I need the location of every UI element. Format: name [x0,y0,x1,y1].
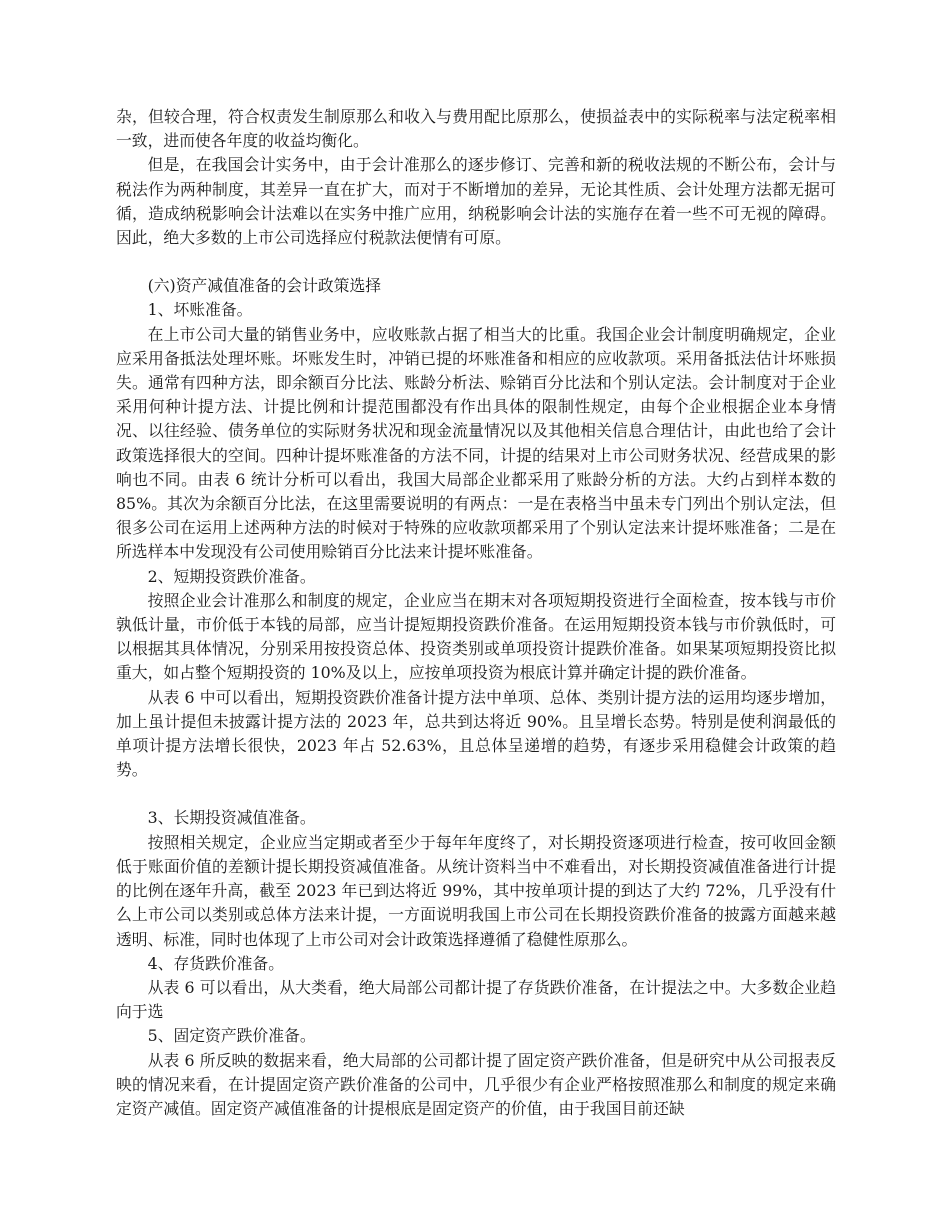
subheading-short-term-investment: 2、短期投资跌价准备。 [147,566,316,586]
paragraph-inventory: 从表 6 可以看出，从大类看，绝大局部公司都计提了存货跌价准备，在计提法之中。大多数企业趋向于选 [116,977,836,1022]
section-heading-asset-impairment: (六)资产减值准备的会计政策选择 [147,276,382,296]
subheading-bad-debt: 1、坏账准备。 [147,300,253,320]
paragraph-long-term-investment: 按照相关规定，企业应当定期或者至少于每年年度终了，对长期投资逐项进行检查，按可收回金额低于账面价值的差额计提长期投资减值准备。从统计资料当中不难看出，对长期投资减值准备进行计提的比例在逐年升高，截至 2023 年已到达将近 99%，其中按单项计提的到达了大约 72%，几乎没有什么上市公司以类别或总体方法来计提，一方面说明我国上市公司在长期投资跌价准备的披露方面越来越透明、标准，同时也体现了上市公司对会计政策选择遵循了稳健性原那么。 [116,832,836,949]
subheading-fixed-assets: 5、固定资产跌价准备。 [147,1026,316,1046]
paragraph-tax-method-obstacles: 但是，在我国会计实务中，由于会计准那么的逐步修订、完善和新的税收法规的不断公布，会计与税法作为两种制度，其差异一直在扩大，而对于不断增加的差异，无论其性质、会计处理方法都无据可循，造成纳税影响会计法难以在实务中推广应用，纳税影响会计法的实施存在着一些不可无视的障碍。因此，绝大多数的上市公司选择应付税款法便情有可原。 [116,155,836,248]
subheading-inventory: 4、存货跌价准备。 [147,953,285,973]
paragraph-bad-debt: 在上市公司大量的销售业务中，应收账款占据了相当大的比重。我国企业会计制度明确规定，企业应采用备抵法处理坏账。坏账发生时，冲销已提的坏账准备和相应的应收款项。采用备抵法估计坏账损失。通常有四种方法，即余额百分比法、账龄分析法、赊销百分比法和个别认定法。会计制度对于企业采用何种计提方法、计提比例和计提范围都没有作出具体的限制性规定，由每个企业根据企业本身情况、以往经验、债务单位的实际财务状况和现金流量情况以及其他相关信息合理估计，由此也给了会计政策选择很大的空间。四种计提坏账准备的方法不同，计提的结果对上市公司财务状况、经营成果的影响也不同。由表 6 统计分析可以看出，我国大局部企业都采用了账龄分析的方法。大约占到样本数的 85%。其次为余额百分比法，在这里需要说明的有两点：一是在表格当中虽未专门列出个别认定法，但很多公司在运用上述两种方法的时候对于特殊的应收款项都采用了个别认定法来计提坏账准备；二是在所选样本中发现没有公司使用赊销百分比法来计提坏账准备。 [116,324,836,562]
paragraph-gap [116,782,836,806]
paragraph-fixed-assets: 从表 6 所反映的数据来看，绝大局部的公司都计提了固定资产跌价准备，但是研究中从公司报表反映的情况来看，在计提固定资产跌价准备的公司中，几乎很少有企业严格按照准那么和制度的规定来确定资产减值。固定资产减值准备的计提根底是固定资产的价值，由于我国目前还缺 [116,1050,836,1118]
paragraph-short-term-investment: 按照企业会计准那么和制度的规定，企业应当在期末对各项短期投资进行全面检查，按本钱与市价孰低计量，市价低于本钱的局部，应当计提短期投资跌价准备。在运用短期投资本钱与市价孰低时，可以根据其具体情况，分别采用按投资总体、投资类别或单项投资计提跌价准备。如果某项短期投资比拟重大，如占整个短期投资的 10%及以上，应按单项投资为根底计算并确定计提的跌价准备。 [116,590,836,683]
document-page [116,105,836,1121]
paragraph-gap [116,250,836,274]
paragraph-continuation: 杂，但较合理，符合权责发生制原那么和收入与费用配比原那么，使损益表中的实际税率与法定税率相一致，进而使各年度的收益均衡化。 [116,107,836,151]
paragraph-short-term-trend: 从表 6 中可以看出，短期投资跌价准备计提方法中单项、总体、类别计提方法的运用均逐步增加，加上虽计提但未披露计提方法的 2023 年，总共到达将近 90%。且呈增长态势。特别是使利润最低的单项计提方法增长很快，2023 年占 52.63%，且总体呈递增的趋势，有逐步采用稳健会计政策的趋势。 [116,687,836,780]
subheading-long-term-investment: 3、长期投资减值准备。 [147,808,316,828]
